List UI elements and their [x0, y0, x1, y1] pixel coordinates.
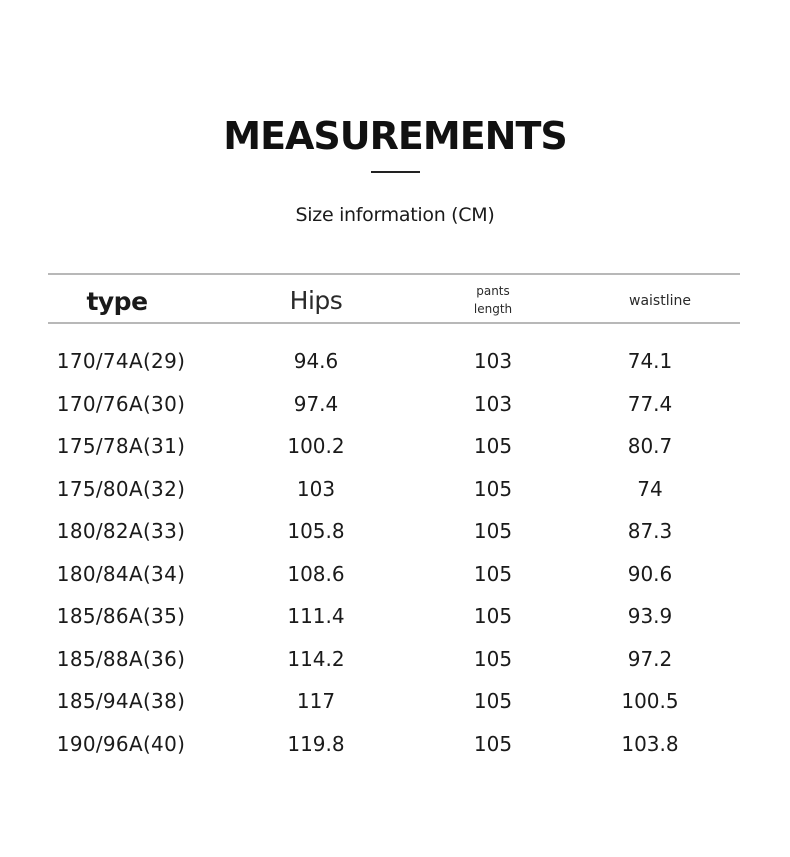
cell-type: 175/80A(32): [56, 476, 186, 501]
column-header-type: type: [86, 287, 148, 316]
cell-waistline: 97.2: [627, 646, 673, 671]
page-subtitle: Size information (CM): [295, 204, 495, 226]
table-row: [0, 468, 790, 511]
table-row: [0, 595, 790, 638]
table-row: [0, 680, 790, 723]
cell-pants-length: 103: [473, 391, 513, 416]
cell-waistline: 74: [637, 476, 663, 501]
cell-hips: 97.4: [293, 391, 339, 416]
column-header-waistline: waistline: [629, 293, 691, 309]
column-header-pants-length: [443, 282, 543, 318]
cell-hips: 114.2: [287, 646, 345, 671]
cell-pants-length: 105: [473, 646, 513, 671]
cell-hips: 100.2: [287, 434, 345, 458]
table-row: [0, 340, 790, 383]
cell-pants-length: 105: [473, 434, 513, 458]
table-row: [0, 383, 790, 426]
size-table-body: [0, 340, 790, 765]
cell-waistline: 103.8: [621, 731, 679, 756]
cell-hips: 94.6: [293, 349, 339, 373]
table-header-divider: [48, 322, 740, 324]
cell-pants-length: 105: [473, 476, 513, 501]
cell-hips: 108.6: [287, 561, 345, 586]
cell-pants-length: 105: [473, 731, 513, 756]
cell-pants-length: 103: [473, 349, 513, 373]
column-header-pants-line1: pants: [476, 284, 510, 298]
cell-hips: 105.8: [287, 519, 345, 543]
cell-waistline: 77.4: [627, 391, 673, 416]
cell-type: 175/78A(31): [56, 434, 186, 458]
cell-waistline: 100.5: [621, 689, 679, 713]
cell-type: 185/94A(38): [56, 689, 186, 713]
cell-type: 180/84A(34): [56, 561, 186, 586]
table-row: [0, 638, 790, 681]
cell-type: 185/88A(36): [56, 646, 186, 671]
page-title: MEASUREMENTS: [223, 114, 567, 158]
cell-type: 190/96A(40): [56, 731, 186, 756]
cell-type: 180/82A(33): [56, 519, 186, 543]
table-row: [0, 425, 790, 468]
cell-waistline: 87.3: [627, 519, 673, 543]
cell-waistline: 93.9: [627, 604, 673, 628]
table-row: [0, 553, 790, 596]
column-header-hips: Hips: [289, 286, 343, 315]
cell-pants-length: 105: [473, 604, 513, 628]
cell-hips: 111.4: [287, 604, 345, 628]
cell-pants-length: 105: [473, 519, 513, 543]
cell-type: 170/76A(30): [56, 391, 186, 416]
cell-hips: 117: [296, 689, 336, 713]
table-top-divider: [48, 273, 740, 275]
table-row: [0, 510, 790, 553]
table-row: [0, 723, 790, 766]
cell-type: 170/74A(29): [56, 349, 186, 373]
title-underline: [371, 171, 420, 173]
cell-pants-length: 105: [473, 561, 513, 586]
cell-hips: 119.8: [287, 731, 345, 756]
cell-pants-length: 105: [473, 689, 513, 713]
cell-hips: 103: [296, 476, 336, 501]
cell-type: 185/86A(35): [56, 604, 186, 628]
cell-waistline: 80.7: [627, 434, 673, 458]
cell-waistline: 74.1: [627, 349, 673, 373]
cell-waistline: 90.6: [627, 561, 673, 586]
column-header-pants-line2: length: [473, 302, 513, 316]
